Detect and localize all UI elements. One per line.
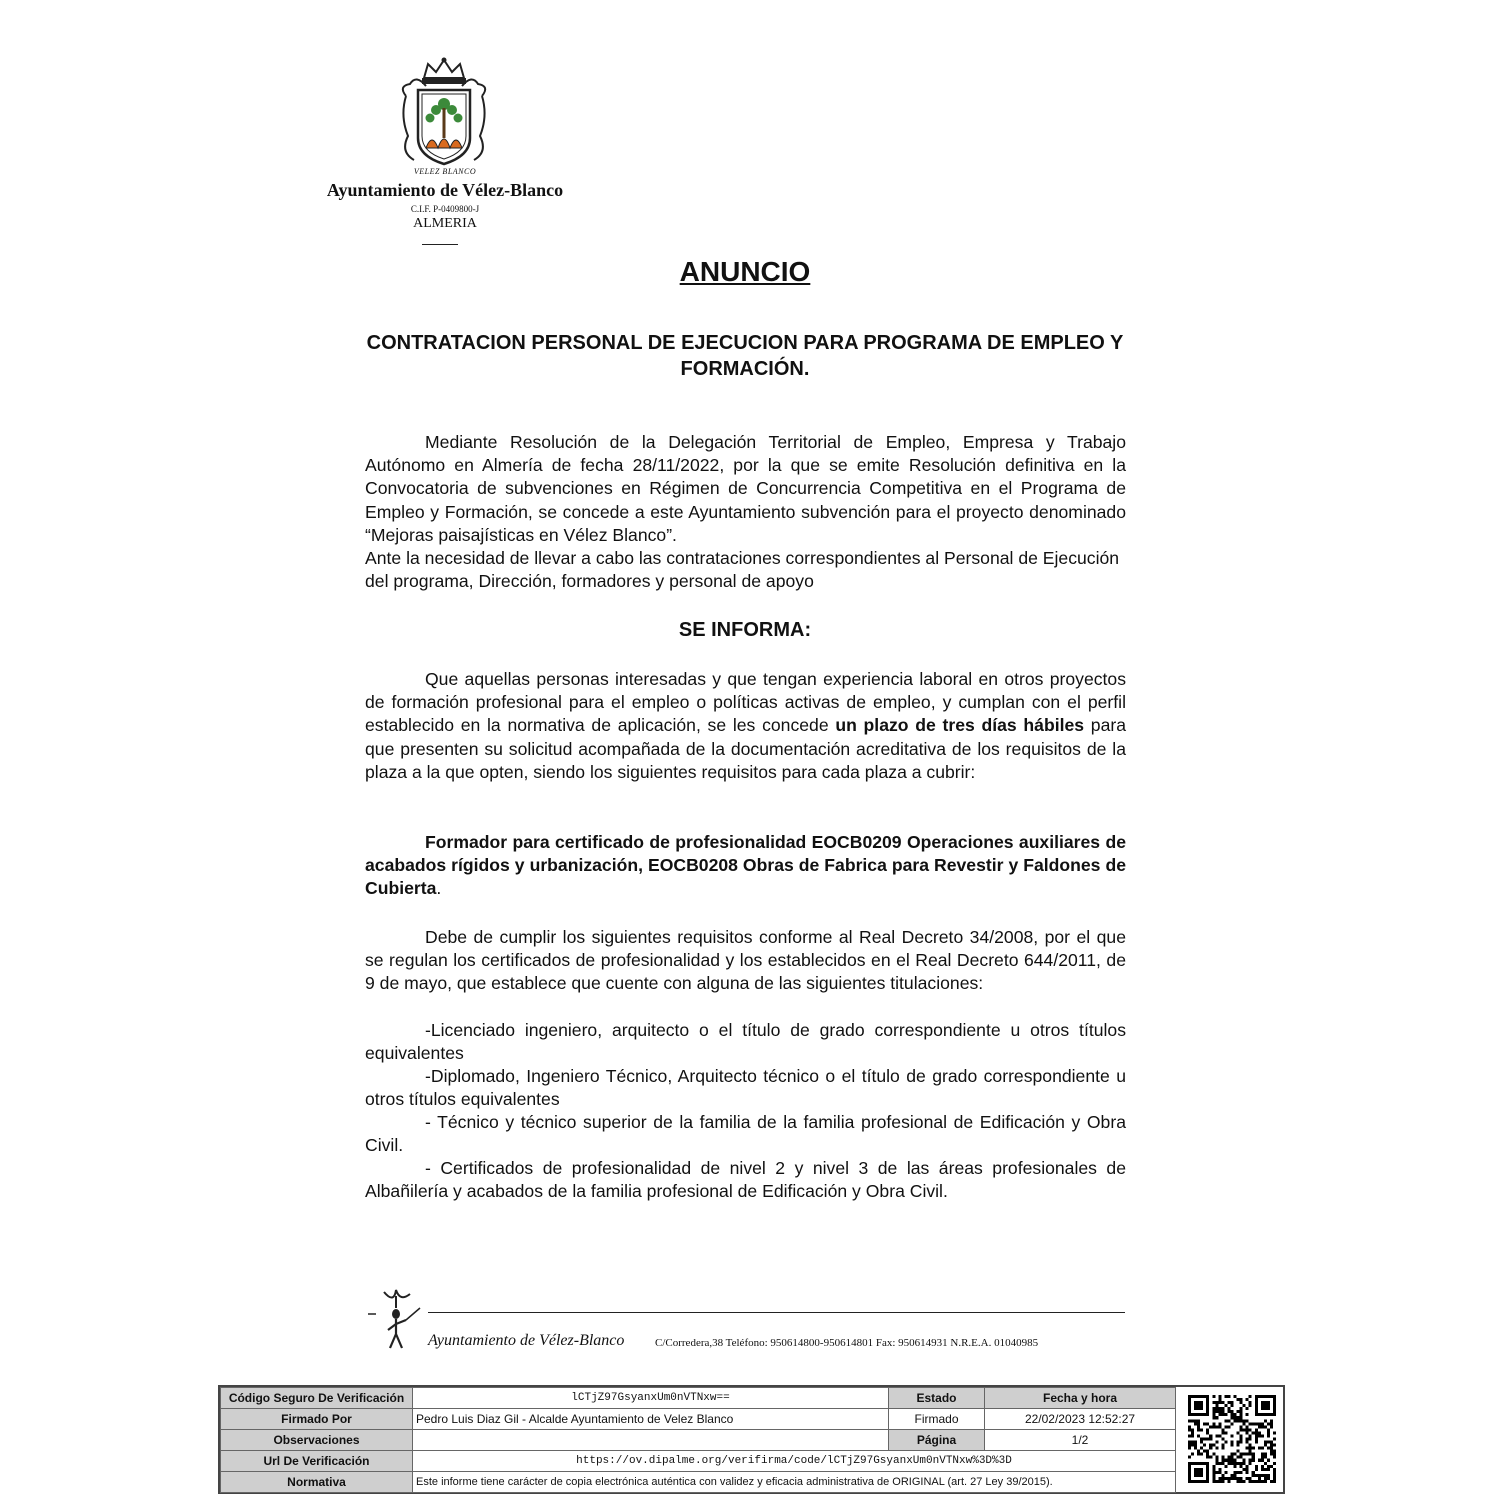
observaciones-label: Observaciones <box>221 1430 413 1451</box>
letterhead-org-name: Ayuntamiento de Vélez-Blanco <box>326 180 564 200</box>
position-title: Formador para certificado de profesionalidad EOCB0209 Operaciones auxiliares de acabados rígidos y urbanización, EOCB0208 Obras de Fabrica para Revestir y Faldones de Cubierta <box>365 832 1126 899</box>
paragraph-resolution <box>365 431 1126 547</box>
requirement-text: -Licenciado ingeniero, arquitecto o el título de grado correspondiente u otros títulos equivalentes <box>365 1020 1126 1064</box>
fecha-value: 22/02/2023 12:52:27 <box>985 1409 1176 1430</box>
pagina-value: 1/2 <box>985 1430 1176 1451</box>
firmado-value: Pedro Luis Diaz Gil - Alcalde Ayuntamiento de Velez Blanco <box>413 1409 889 1430</box>
pagina-label: Página <box>889 1430 985 1451</box>
document-subject: CONTRATACION PERSONAL DE EJECUCION PARA PROGRAMA DE EMPLEO Y FORMACIÓN. <box>366 332 1124 380</box>
estado-label: Estado <box>889 1388 985 1409</box>
paragraph-requirements <box>365 926 1126 996</box>
paragraph-informa-text-a: Que aquellas personas interesadas y que tengan experiencia laboral en otros proyectos de formación profesional para el empleo o políticas activas de empleo, y cumplan con el perfil establecido en la normativa de aplicación, se les concede <box>365 669 1126 736</box>
estado-value: Firmado <box>889 1409 985 1430</box>
letterhead-province: ALMERIA <box>413 216 477 231</box>
paragraph-need: Ante la necesidad de llevar a cabo las contrataciones correspondientes al Personal de Ejecución del programa, Dirección, formadores y personal de apoyo <box>365 548 1120 592</box>
qr-code-icon <box>1188 1395 1276 1483</box>
footer-divider <box>428 1312 1125 1313</box>
table-row <box>221 1409 1176 1430</box>
document-title: ANUNCIO <box>679 256 811 287</box>
fecha-label: Fecha y hora <box>985 1388 1176 1409</box>
requirement-text: - Técnico y técnico superior de la familia de la familia profesional de Edificación y Obra Civil. <box>365 1112 1126 1156</box>
paragraph-position <box>365 831 1126 901</box>
table-row <box>221 1472 1176 1493</box>
paragraph-informa-text-b: para que presenten su solicitud acompañada de la documentación acreditativa de los requisitos de la plaza a la que opten, siendo los siguientes requisitos para cada plaza a cubrir: <box>365 715 1127 782</box>
footer-figure-icon <box>366 1286 428 1352</box>
url-value-link[interactable]: https://ov.dipalme.org/verifirma/code/lCTjZ97GsyanxUm0nVTNxw%3D%3D <box>413 1451 1176 1472</box>
requirement-item <box>365 1019 1126 1065</box>
requirement-item <box>365 1157 1126 1203</box>
letterhead-cif: C.I.F. P-0409800-J <box>410 204 480 214</box>
footer-org-name: Ayuntamiento de Vélez-Blanco <box>428 1332 625 1349</box>
table-row <box>221 1451 1176 1472</box>
url-label: Url De Verificación <box>221 1451 413 1472</box>
paragraph-informa <box>365 668 1126 784</box>
paragraph-informa-deadline: un plazo de tres días hábiles <box>835 715 1085 736</box>
crest-icon <box>396 56 492 174</box>
requirement-text: - Certificados de profesionalidad de nivel 2 y nivel 3 de las áreas profesionales de Albañilería y acabados de la familia profesional de Edificación y Obra Civil. <box>365 1158 1126 1202</box>
normativa-label: Normativa <box>221 1472 413 1493</box>
verification-panel <box>218 1385 1285 1494</box>
position-title-end: . <box>436 878 442 899</box>
verification-table <box>220 1387 1176 1493</box>
paragraph-requirements-text: Debe de cumplir los siguientes requisitos conforme al Real Decreto 34/2008, por el que se regulan los certificados de profesionalidad y los establecidos en el Real Decreto 644/2011, de 9 de mayo, que establece que cuente con alguna de las siguientes titulaciones: <box>365 927 1126 994</box>
csv-label: Código Seguro De Verificación <box>221 1388 413 1409</box>
csv-value: lCTjZ97GsyanxUm0nVTNxw== <box>413 1388 889 1409</box>
footer-contact-info: C/Corredera,38 Teléfono: 950614800-950614801 Fax: 950614931 N.R.E.A. 01040985 <box>655 1337 1039 1349</box>
crest-caption: VELEZ BLANCO <box>413 167 477 176</box>
firmado-label: Firmado Por <box>221 1409 413 1430</box>
normativa-value: Este informe tiene carácter de copia electrónica auténtica con validez y eficacia administrativa de ORIGINAL (art. 27 Ley 39/2015). <box>413 1472 1176 1493</box>
requirement-item <box>365 1111 1126 1157</box>
letterhead-divider <box>422 244 458 245</box>
table-row <box>221 1388 1176 1409</box>
requirement-text: -Diplomado, Ingeniero Técnico, Arquitecto técnico o el título de grado correspondiente u otros títulos equivalentes <box>365 1066 1126 1110</box>
observaciones-value <box>413 1430 889 1451</box>
paragraph-resolution-text: Mediante Resolución de la Delegación Territorial de Empleo, Empresa y Trabajo Autónomo en Almería de fecha 28/11/2022, por la que se emite Resolución definitiva en la Convocatoria de subvenciones en Régimen de Concurrencia Competitiva en el Programa de Empleo y Formación, se concede a este Ayuntamiento subvención para el proyecto denominado “Mejoras paisajísticas en Vélez Blanco”. <box>365 432 1126 545</box>
section-heading-se-informa: SE INFORMA: <box>678 619 812 641</box>
table-row <box>221 1430 1176 1451</box>
requirement-item <box>365 1065 1126 1111</box>
